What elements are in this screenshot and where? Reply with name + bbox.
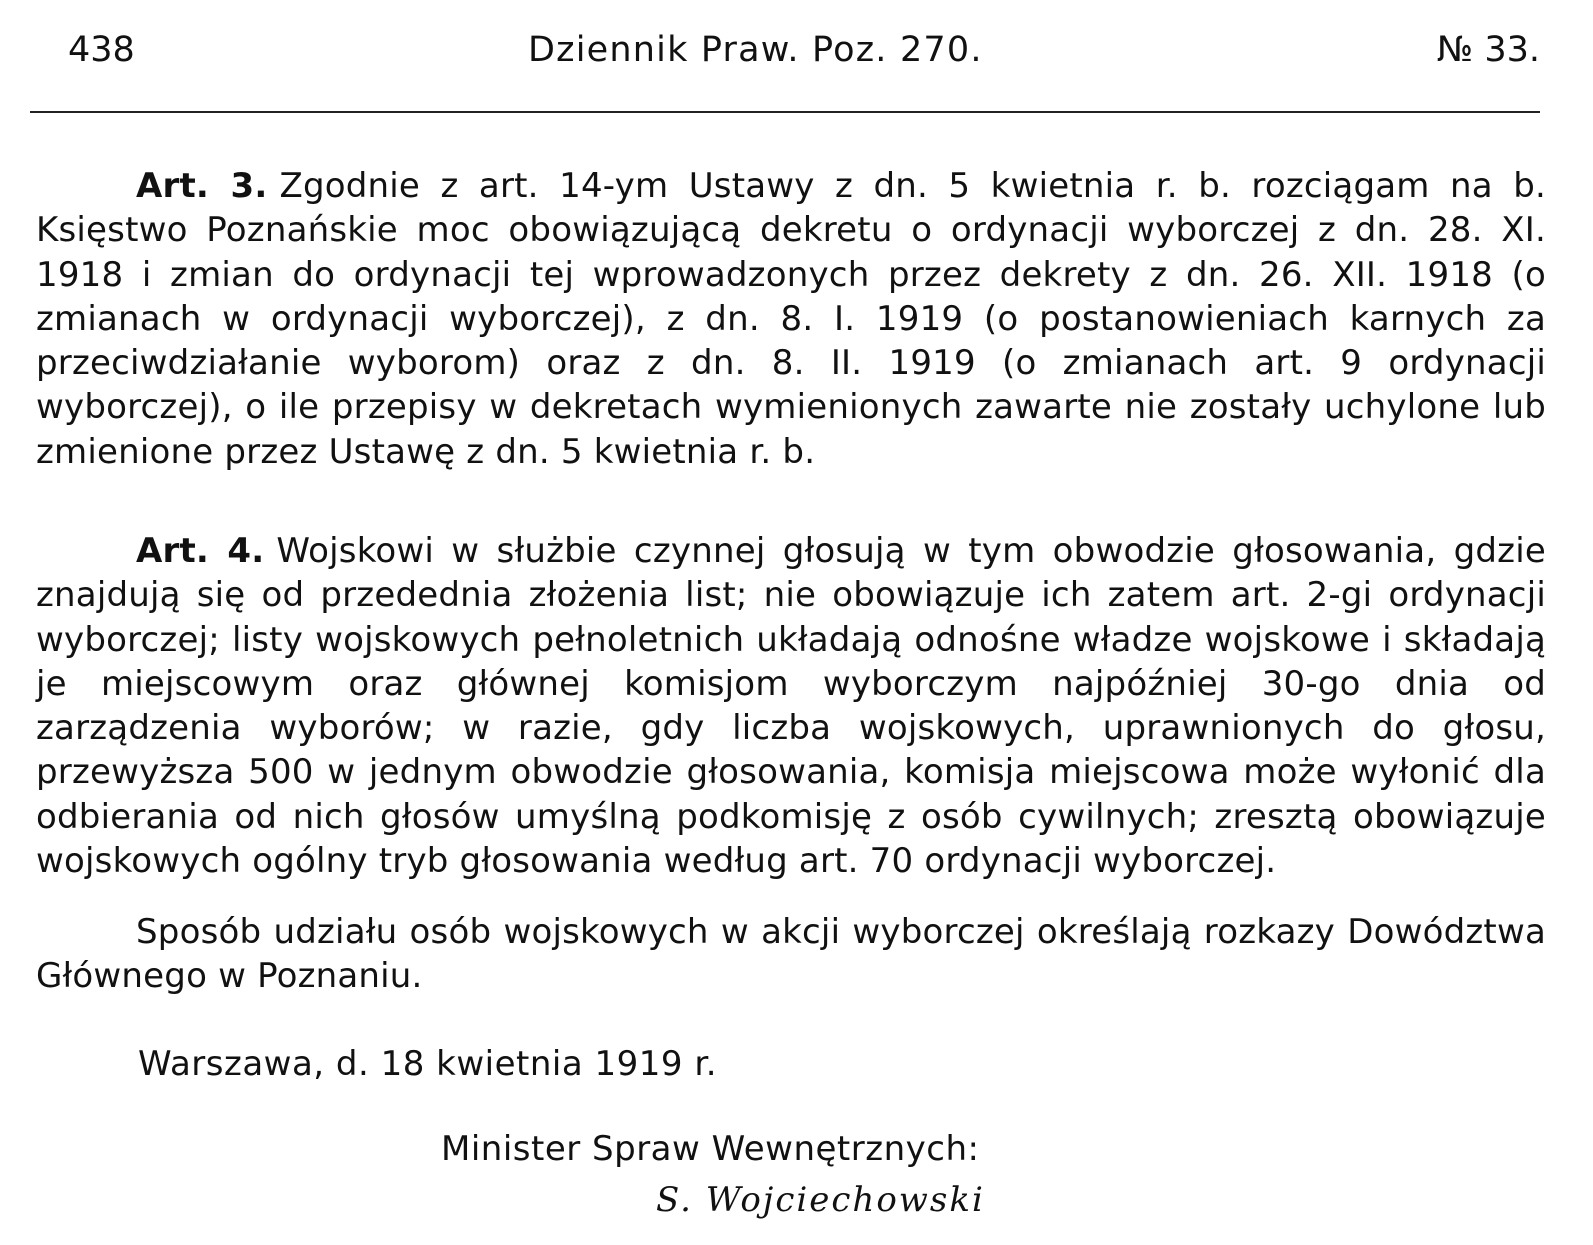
article-4-text: Wojskowi w służbie czynnej głosują w tym obwodzie głosowania, gdzie znajdują się od przedednia złożenia list; nie obowiązuje ich zatem art. 2-gi ordynacji wyborczej; listy wojskowych pełnoletnich układają odnośne władze wojskowe i składają je miejscowym oraz głównej komisjom wyborczym najpóźniej 30-go dnia od zarządzenia wyborów; w razie, gdy liczba wojskowych, uprawnionych do głosu, przewyższa 500 w jednym obwodzie głosowania, komisja miejscowa może wyłonić dla odbierania od nich głosów umyślną podkomisję z osób cywilnych; zresztą obowiązuje wojskowych ogólny tryb głosowania według art. 70 ordynacji wyborczej. [36,531,1546,882]
signature: S. Wojciechowski [656,1180,985,1220]
note-paragraph: Sposób udziału osób wojskowych w akcji wyborczej określają rozkazy Dowództwa Głównego w Poznaniu. [36,912,1546,997]
article-4-label: Art. 4. [136,531,265,571]
article-4-paragraph [36,529,1546,883]
article-4-note [36,910,1546,999]
running-title: Dziennik Praw. Poz. 270. [528,30,983,70]
article-3-text: Zgodnie z art. 14-ym Ustawy z dn. 5 kwietnia r. b. rozciągam na b. Księstwo Poznańskie moc obowiązującą dekretu o ordynacji wyborczej z dn. 28. XI. 1918 i zmian do ordynacji tej wprowadzonych przez dekrety z dn. 26. XII. 1918 (o zmianach w ordynacji wyborczej), z dn. 8. I. 1919 (o postanowieniach karnych za przeciwdziałanie wyborom) oraz z dn. 8. II. 1919 (o zmianach art. 9 ordynacji wyborczej), o ile przepisy w dekretach wymienionych zawarte nie zostały uchylone lub zmienione przez Ustawę z dn. 5 kwietnia r. b. [36,166,1547,472]
article-3 [36,164,1546,474]
issue-number: № 33. [1436,30,1540,70]
place-and-date: Warszawa, d. 18 kwietnia 1919 r. [138,1044,718,1084]
article-3-paragraph [36,164,1546,474]
article-3-label: Art. 3. [136,166,268,206]
article-4 [36,529,1546,883]
minister-title: Minister Spraw Wewnętrznych: [441,1129,980,1169]
page-header [30,22,1540,82]
header-divider [30,111,1540,113]
page-number: 438 [68,30,135,70]
